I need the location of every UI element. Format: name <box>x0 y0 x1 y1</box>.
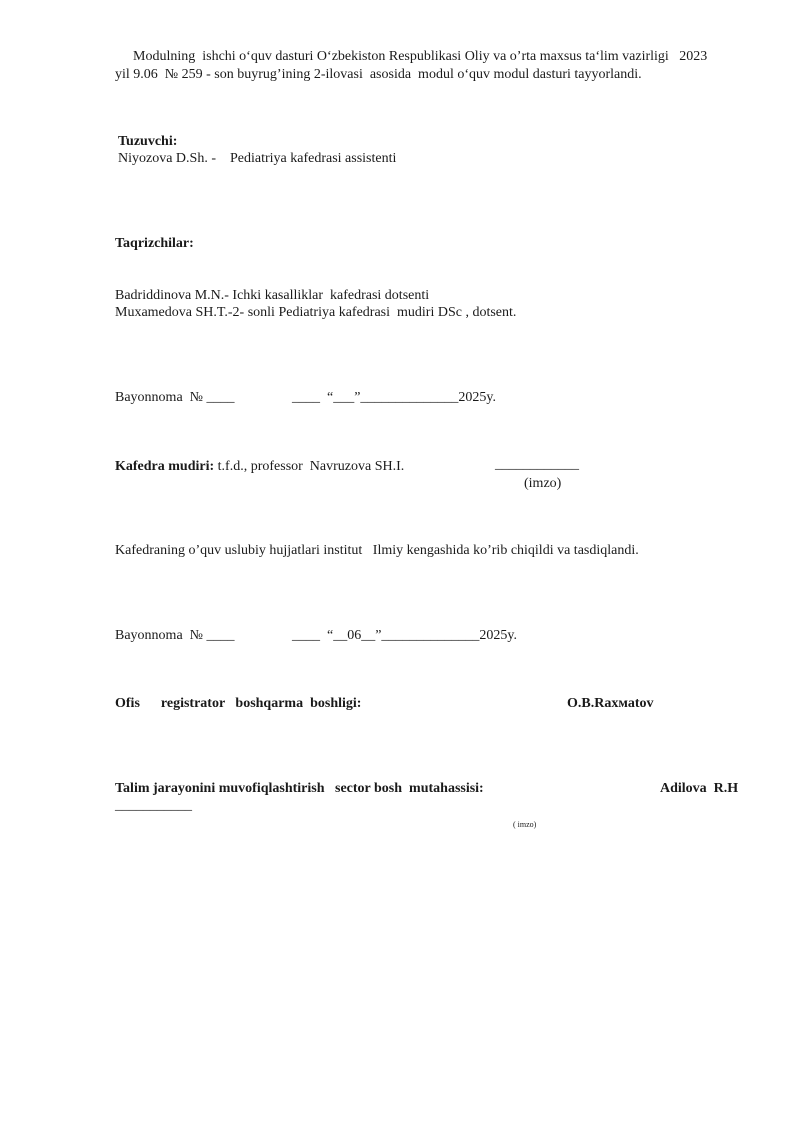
coordinator-signature-line: ___________ <box>115 798 192 813</box>
signature-line: ____________ <box>495 457 579 472</box>
intro-line-2: yil 9.06 № 259 - son buyrug’ining 2-ilovasi asosida modul o‘quv modul dasturi tayyorlandi. <box>115 67 642 82</box>
protocol-number-1: Bayonnoma № ____ <box>115 390 235 405</box>
coordinator-signature-caption: ( imzo) <box>513 820 537 829</box>
compiler-heading: Tuzuvchi: <box>118 134 178 149</box>
head-of-department <box>115 458 404 475</box>
reviewer-item: Badriddinova M.N.- Ichki kasalliklar kafedrasi dotsenti <box>115 288 430 303</box>
protocol-number-2: Bayonnoma № ____ <box>115 628 235 643</box>
intro-line-1: Modulning ishchi o‘quv dasturi O‘zbekiston Respublikasi Oliy va o’rta maxsus ta‘lim vazirligi 2023 <box>133 49 708 64</box>
head-of-department-label: Kafedra mudiri: <box>115 459 215 474</box>
coordinator-label: Talim jarayonini muvofiqlashtirish sector bosh mutahassisi: <box>115 781 484 796</box>
protocol-date-1: ____ “___”______________2025y. <box>292 390 497 405</box>
signature-caption: (imzo) <box>524 476 562 491</box>
registrar-name: O.B.Raxмatov <box>567 696 654 711</box>
head-of-department-value: t.f.d., professor Navruzova SH.I. <box>214 459 405 474</box>
compiler-line: Niyozova D.Sh. - Pediatriya kafedrasi assistenti <box>118 151 397 166</box>
coordinator-name: Adilova R.H <box>660 781 739 796</box>
reviewer-item: Muxamedova SH.T.-2- sonli Pediatriya kafedrasi mudiri DSc , dotsent. <box>115 305 517 320</box>
protocol-date-2: ____ “__06__”______________2025y. <box>292 628 518 643</box>
registrar-label: Ofis registrator boshqarma boshligi: <box>115 696 362 711</box>
reviewers-heading: Taqrizchilar: <box>115 236 194 251</box>
approval-text: Kafedraning o’quv uslubiy hujjatlari institut Ilmiy kengashida ko’rib chiqildi va tasdiqlandi. <box>115 543 639 558</box>
